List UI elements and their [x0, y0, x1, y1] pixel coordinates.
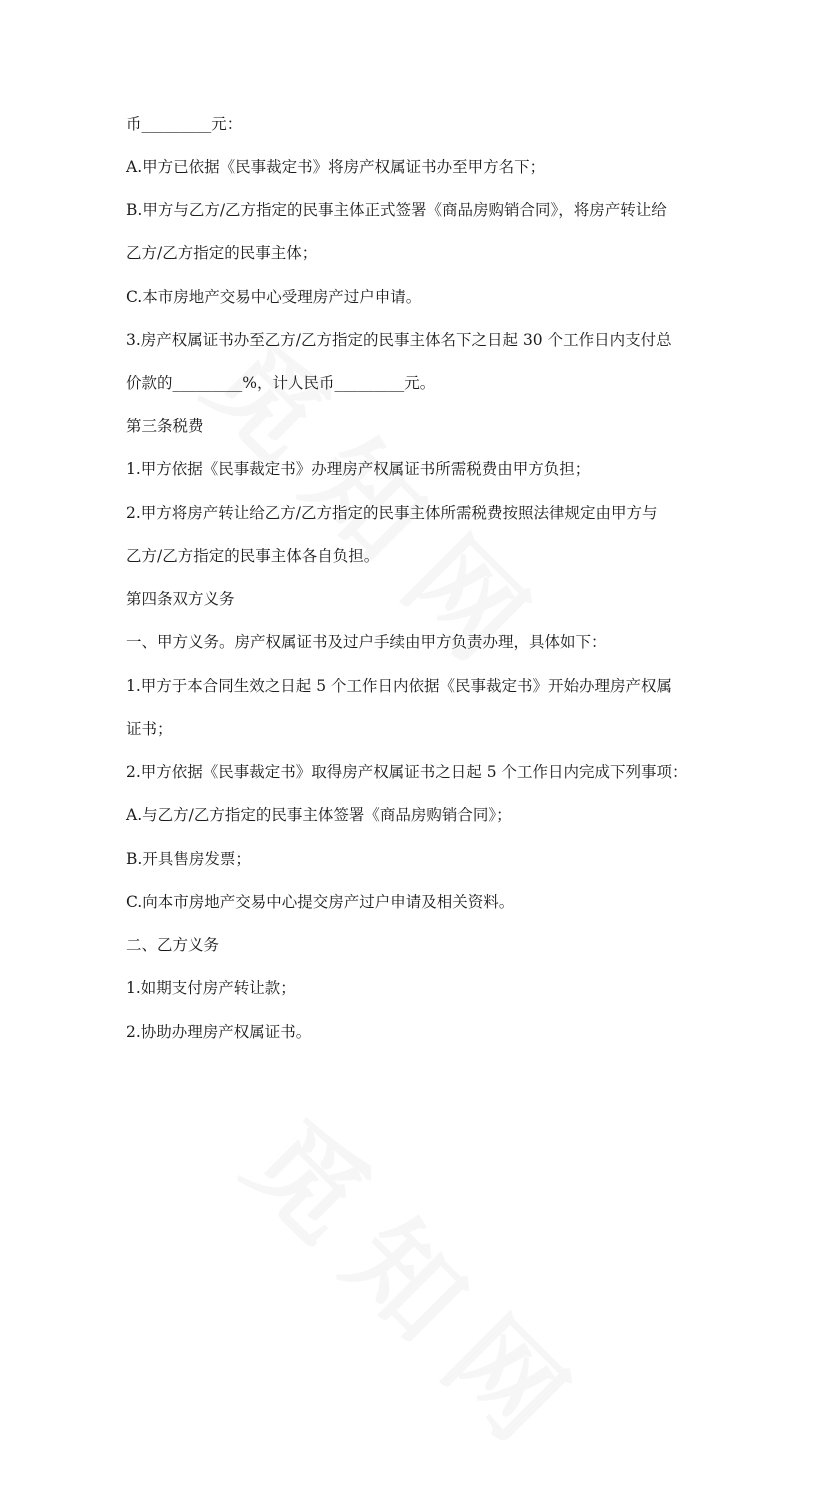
text-line: 价款的_________%，计人民币_________元。 — [126, 374, 436, 392]
text-line: 币_________元： — [126, 115, 243, 133]
text-line: 证书； — [126, 720, 173, 738]
section-heading: 第四条双方义务 — [126, 590, 235, 608]
text-line: 二、乙方义务 — [126, 936, 220, 954]
text-line: 2.甲方依据《民事裁定书》取得房产权属证书之日起 5 个工作日内完成下列事项： — [126, 763, 688, 781]
section-heading: 第三条税费 — [126, 417, 204, 435]
text-line: C.向本市房地产交易中心提交房产过户申请及相关资料。 — [126, 893, 515, 911]
text-line: 2.协助办理房产权属证书。 — [126, 1023, 312, 1041]
text-line: 1.甲方依据《民事裁定书》办理房产权属证书所需税费由甲方负担； — [126, 460, 591, 478]
text-line: 3.房产权属证书办至乙方/乙方指定的民事主体名下之日起 30 个工作日内支付总 — [126, 331, 672, 349]
text-line: 1.如期支付房产转让款； — [126, 979, 296, 997]
text-line: 2.甲方将房产转让给乙方/乙方指定的民事主体所需税费按照法律规定由甲方与 — [126, 504, 658, 522]
text-line: A.甲方已依据《民事裁定书》将房产权属证书办至甲方名下； — [126, 158, 546, 176]
text-line: B.开具售房发票； — [126, 850, 251, 868]
text-line: 乙方/乙方指定的民事主体； — [126, 244, 318, 262]
text-line: 1.甲方于本合同生效之日起 5 个工作日内依据《民事裁定书》开始办理房产权属 — [126, 677, 673, 695]
text-line: 乙方/乙方指定的民事主体各自负担。 — [126, 547, 380, 565]
text-line: 一、甲方义务。房产权属证书及过户手续由甲方负责办理，具体如下： — [126, 633, 607, 651]
watermark — [218, 1080, 627, 1489]
text-line: C.本市房地产交易中心受理房产过户申请。 — [126, 288, 422, 306]
text-line: A.与乙方/乙方指定的民事主体签署《商品房购销合同》； — [126, 806, 512, 824]
text-line: B.甲方与乙方/乙方指定的民事主体正式签署《商品房购销合同》，将房产转让给 — [126, 201, 667, 219]
